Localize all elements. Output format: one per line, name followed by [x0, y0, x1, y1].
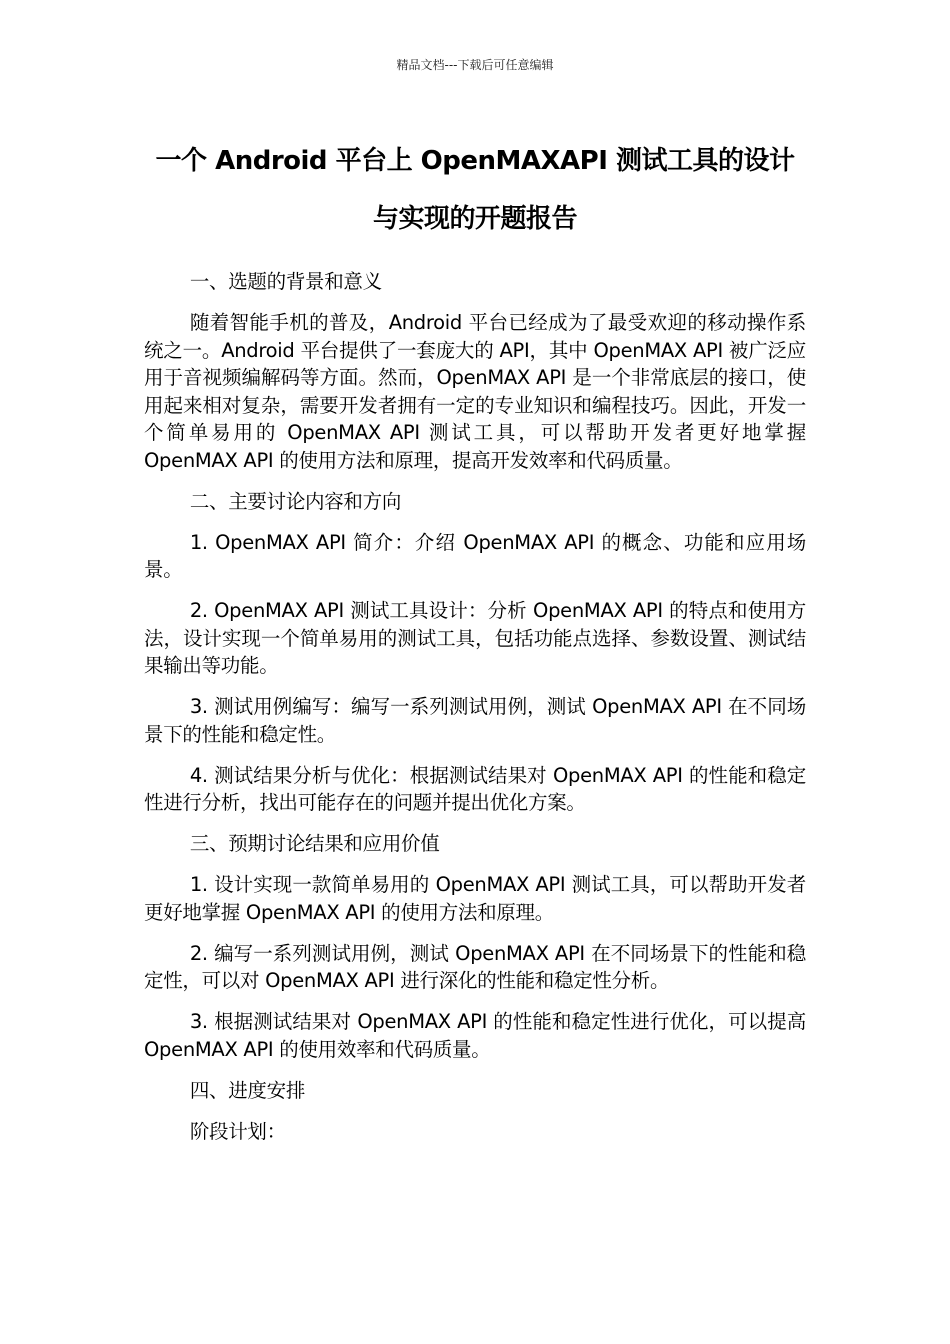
document-title [60, 132, 890, 248]
list-item-content-3: 3. 测试用例编写：编写一系列测试用例，测试 OpenMAX API 在不同场景下的性能和稳定性。 [144, 695, 806, 746]
paragraph-background: 随着智能手机的普及，Android 平台已经成为了最受欢迎的移动操作系统之一。Android 平台提供了一套庞大的 API，其中 OpenMAX API 被广泛应用于音视频编解码等方面。然而，OpenMAX API 是一个非常底层的接口，使用起来相对复杂，需要开发者拥有一定的专业知识和编程技巧。因此，开发一个简单易用的 OpenMAX API 测试工具，可以帮助开发者更好地掌握 OpenMAX API 的使用方法和原理，提高开发效率和代码质量。 [144, 311, 806, 472]
title-line-1: 一个 Android 平台上 OpenMAXAPI 测试工具的设计 [155, 146, 795, 176]
list-item-content-2: 2. OpenMAX API 测试工具设计：分析 OpenMAX API 的特点和使用方法，设计实现一个简单易用的测试工具，包括功能点选择、参数设置、测试结果输出等功能。 [144, 599, 806, 677]
list-item-results-1: 1. 设计实现一款简单易用的 OpenMAX API 测试工具，可以帮助开发者更好地掌握 OpenMAX API 的使用方法和原理。 [144, 873, 806, 924]
list-item-content-1: 1. OpenMAX API 简介：介绍 OpenMAX API 的概念、功能和应用场景。 [144, 530, 806, 581]
list-item-results-2: 2. 编写一系列测试用例，测试 OpenMAX API 在不同场景下的性能和稳定性，可以对 OpenMAX API 进行深化的性能和稳定性分析。 [144, 941, 806, 992]
section-heading-schedule: 四、进度安排 [189, 1078, 306, 1102]
title-line-2: 与实现的开题报告 [372, 204, 577, 234]
list-item-results-3: 3. 根据测试结果对 OpenMAX API 的性能和稳定性进行优化，可以提高 OpenMAX API 的使用效率和代码质量。 [144, 1010, 806, 1061]
section-heading-results: 三、预期讨论结果和应用价值 [189, 832, 440, 855]
document-body [144, 268, 806, 1159]
list-item-content-4: 4. 测试结果分析与优化：根据测试结果对 OpenMAX API 的性能和稳定性进行分析，找出可能存在的问题并提出优化方案。 [144, 763, 806, 814]
section-heading-background: 一、选题的背景和意义 [189, 270, 382, 293]
section-heading-content: 二、主要讨论内容和方向 [189, 489, 402, 513]
header-note: 精品文档---下载后可任意编辑 [396, 58, 554, 72]
paragraph-stage-plan: 阶段计划： [189, 1119, 286, 1143]
